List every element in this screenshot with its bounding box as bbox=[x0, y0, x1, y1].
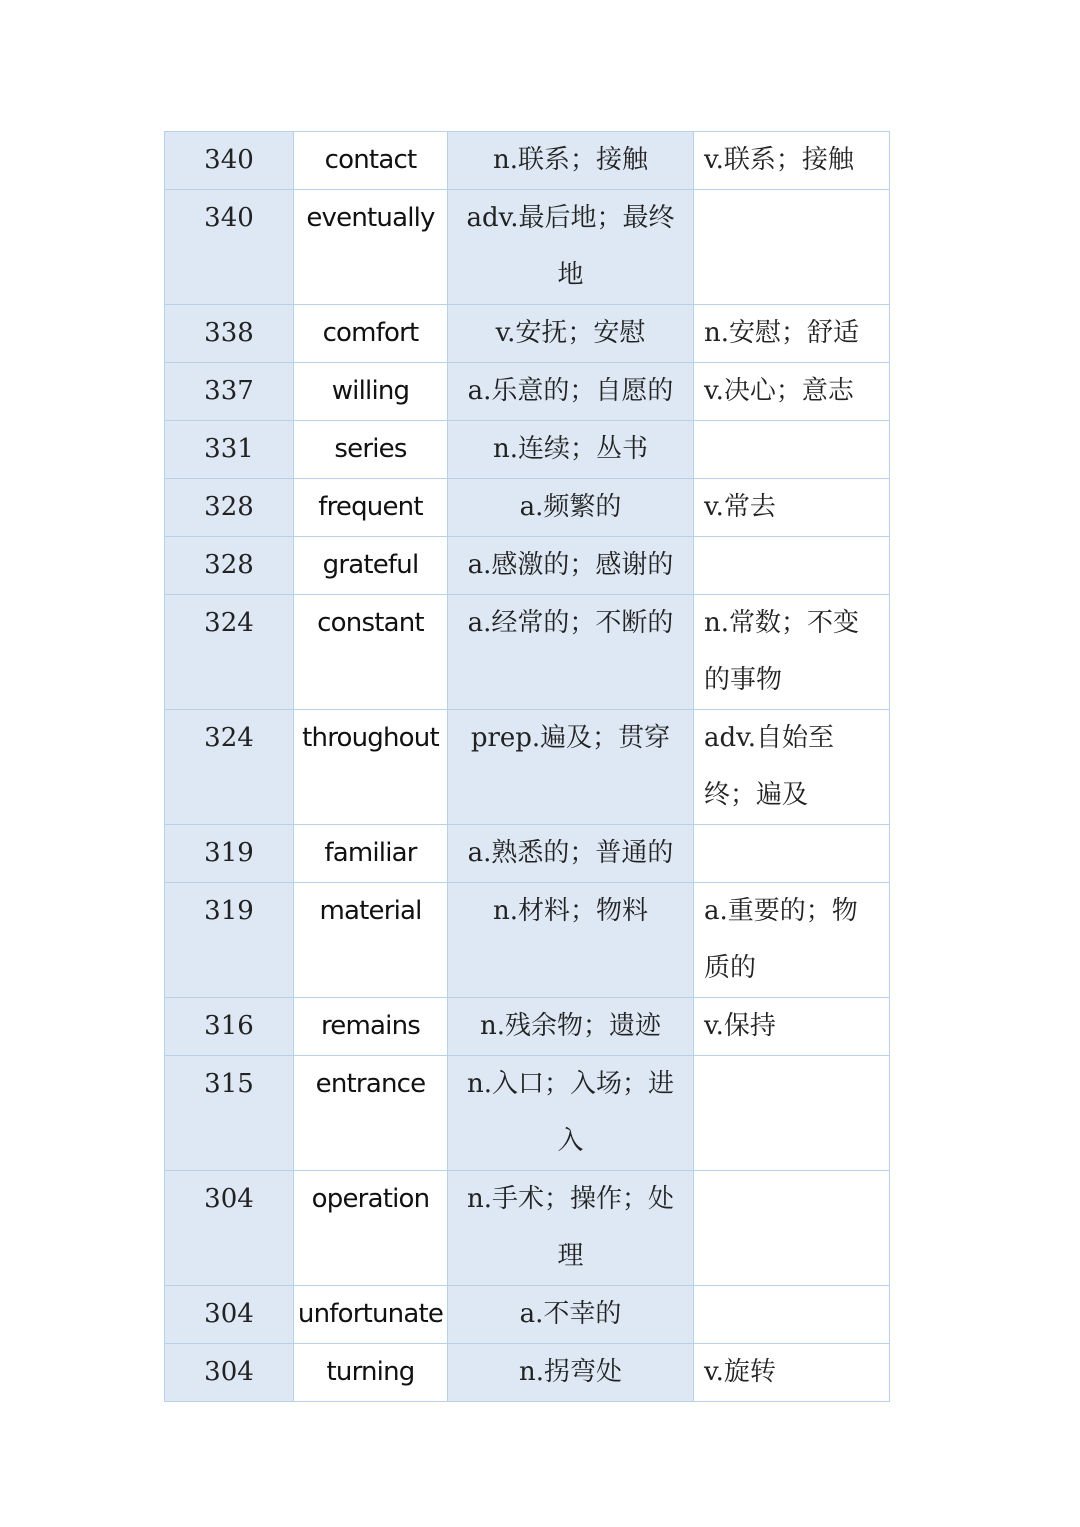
primary-meaning-cell: n.连续；丛书 bbox=[448, 421, 694, 479]
secondary-meaning-cell: adv.自始至终；遍及 bbox=[694, 710, 890, 825]
word-cell: unfortunate bbox=[294, 1286, 448, 1344]
table-row bbox=[165, 190, 890, 305]
primary-meaning-cell: v.安抚；安慰 bbox=[448, 305, 694, 363]
primary-meaning-cell: a.感激的；感谢的 bbox=[448, 537, 694, 595]
secondary-meaning-cell: n.常数；不变的事物 bbox=[694, 595, 890, 710]
frequency-cell: 324 bbox=[165, 710, 294, 825]
primary-meaning-cell: adv.最后地；最终地 bbox=[448, 190, 694, 305]
word-cell: contact bbox=[294, 132, 448, 190]
secondary-meaning-cell bbox=[694, 537, 890, 595]
secondary-meaning-cell bbox=[694, 1056, 890, 1171]
word-cell: material bbox=[294, 883, 448, 998]
secondary-meaning-cell: a.重要的；物质的 bbox=[694, 883, 890, 998]
frequency-cell: 319 bbox=[165, 825, 294, 883]
table-row bbox=[165, 537, 890, 595]
word-cell: entrance bbox=[294, 1056, 448, 1171]
secondary-meaning-cell: n.安慰；舒适 bbox=[694, 305, 890, 363]
table-row bbox=[165, 305, 890, 363]
secondary-meaning-cell bbox=[694, 1171, 890, 1286]
secondary-meaning-cell bbox=[694, 421, 890, 479]
word-cell: willing bbox=[294, 363, 448, 421]
frequency-cell: 304 bbox=[165, 1286, 294, 1344]
table-row bbox=[165, 1056, 890, 1171]
table-row bbox=[165, 132, 890, 190]
primary-meaning-cell: a.熟悉的；普通的 bbox=[448, 825, 694, 883]
secondary-meaning-cell bbox=[694, 190, 890, 305]
frequency-cell: 304 bbox=[165, 1171, 294, 1286]
primary-meaning-cell: n.材料；物料 bbox=[448, 883, 694, 998]
table-row bbox=[165, 479, 890, 537]
primary-meaning-cell: prep.遍及；贯穿 bbox=[448, 710, 694, 825]
primary-meaning-cell: n.手术；操作；处理 bbox=[448, 1171, 694, 1286]
frequency-cell: 337 bbox=[165, 363, 294, 421]
frequency-cell: 331 bbox=[165, 421, 294, 479]
frequency-cell: 340 bbox=[165, 132, 294, 190]
word-cell: series bbox=[294, 421, 448, 479]
table-row bbox=[165, 595, 890, 710]
secondary-meaning-cell: v.常去 bbox=[694, 479, 890, 537]
secondary-meaning-cell: v.联系；接触 bbox=[694, 132, 890, 190]
word-cell: turning bbox=[294, 1344, 448, 1402]
frequency-cell: 304 bbox=[165, 1344, 294, 1402]
table-row bbox=[165, 1171, 890, 1286]
primary-meaning-cell: a.不幸的 bbox=[448, 1286, 694, 1344]
primary-meaning-cell: n.拐弯处 bbox=[448, 1344, 694, 1402]
secondary-meaning-cell bbox=[694, 1286, 890, 1344]
table-row bbox=[165, 710, 890, 825]
frequency-cell: 338 bbox=[165, 305, 294, 363]
primary-meaning-cell: a.频繁的 bbox=[448, 479, 694, 537]
word-cell: remains bbox=[294, 998, 448, 1056]
table-row bbox=[165, 363, 890, 421]
word-cell: grateful bbox=[294, 537, 448, 595]
table-row bbox=[165, 421, 890, 479]
secondary-meaning-cell: v.保持 bbox=[694, 998, 890, 1056]
secondary-meaning-cell bbox=[694, 825, 890, 883]
primary-meaning-cell: a.经常的；不断的 bbox=[448, 595, 694, 710]
primary-meaning-cell: n.入口；入场；进入 bbox=[448, 1056, 694, 1171]
secondary-meaning-cell: v.旋转 bbox=[694, 1344, 890, 1402]
word-cell: operation bbox=[294, 1171, 448, 1286]
primary-meaning-cell: n.联系；接触 bbox=[448, 132, 694, 190]
word-cell: eventually bbox=[294, 190, 448, 305]
frequency-cell: 324 bbox=[165, 595, 294, 710]
frequency-cell: 328 bbox=[165, 479, 294, 537]
word-cell: comfort bbox=[294, 305, 448, 363]
word-cell: throughout bbox=[294, 710, 448, 825]
primary-meaning-cell: n.残余物；遗迹 bbox=[448, 998, 694, 1056]
word-cell: constant bbox=[294, 595, 448, 710]
vocabulary-table bbox=[164, 131, 890, 1402]
frequency-cell: 316 bbox=[165, 998, 294, 1056]
table-row bbox=[165, 1344, 890, 1402]
table-row bbox=[165, 1286, 890, 1344]
table-row bbox=[165, 998, 890, 1056]
frequency-cell: 319 bbox=[165, 883, 294, 998]
frequency-cell: 328 bbox=[165, 537, 294, 595]
frequency-cell: 315 bbox=[165, 1056, 294, 1171]
word-cell: frequent bbox=[294, 479, 448, 537]
word-cell: familiar bbox=[294, 825, 448, 883]
frequency-cell: 340 bbox=[165, 190, 294, 305]
table-row bbox=[165, 825, 890, 883]
table-row bbox=[165, 883, 890, 998]
primary-meaning-cell: a.乐意的；自愿的 bbox=[448, 363, 694, 421]
secondary-meaning-cell: v.决心；意志 bbox=[694, 363, 890, 421]
